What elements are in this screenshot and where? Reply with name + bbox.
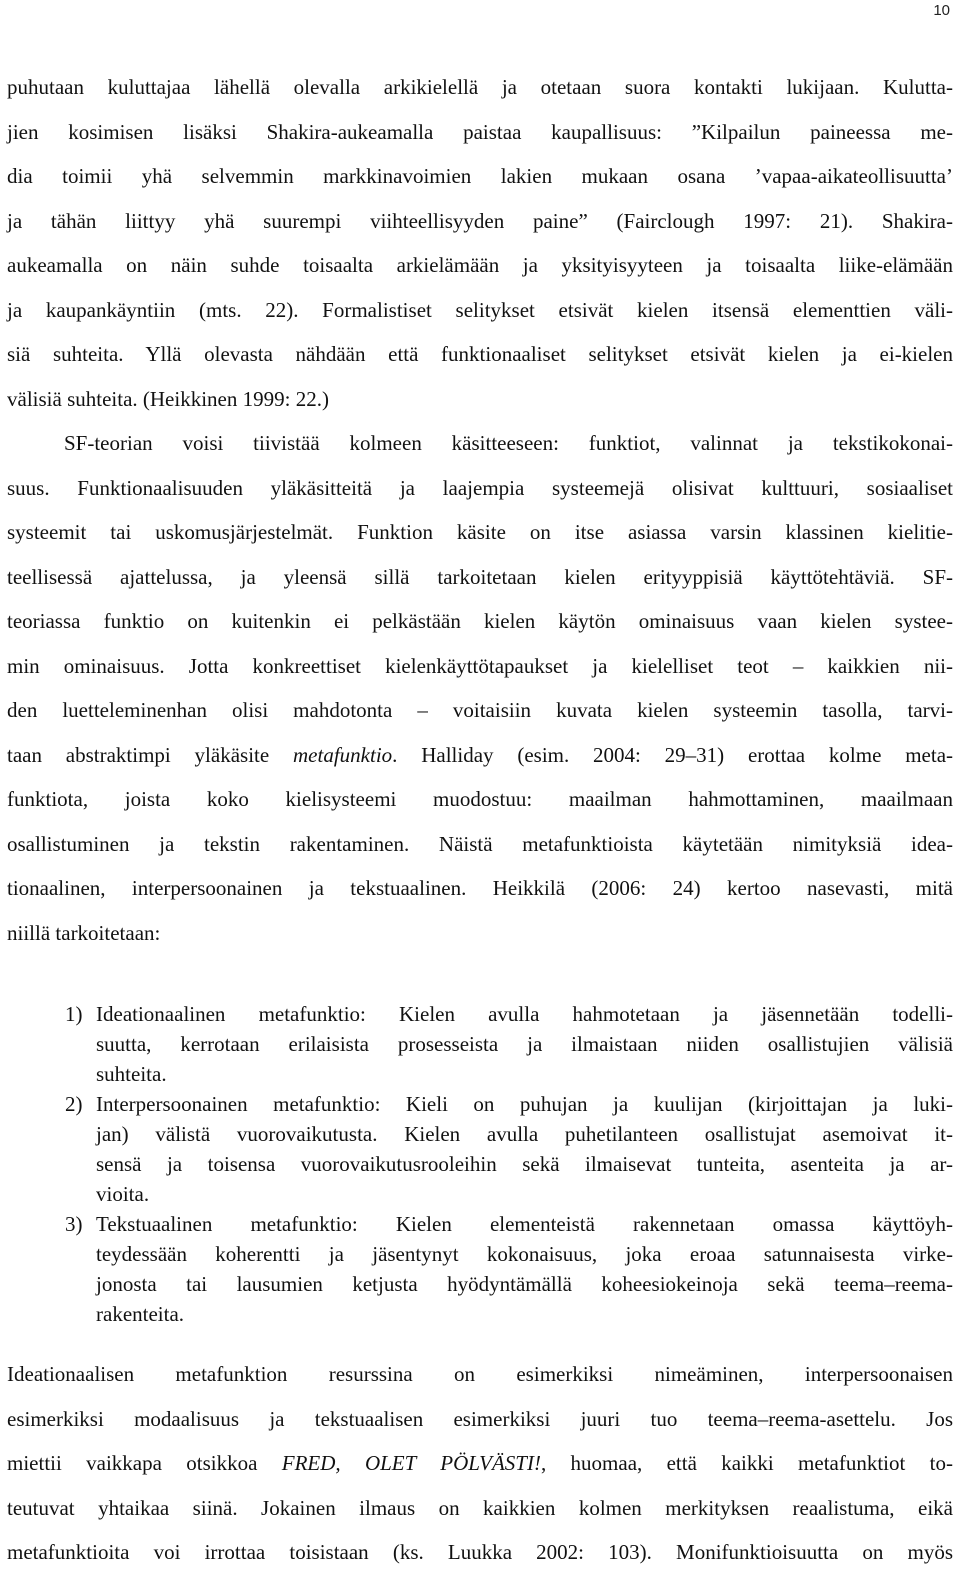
- list-line: rakenteita.: [96, 1302, 185, 1326]
- paragraph-line: funktiota, joista koko kielisysteemi muodostuu: maailman hahmottaminen, maailmaan: [7, 787, 953, 811]
- list-number: 1): [65, 1002, 83, 1026]
- paragraph-line: systeemit tai uskomusjärjestelmät. Funktion käsite on itse asiassa varsin klassinen kielitie-: [7, 520, 953, 544]
- list-line: vioita.: [96, 1182, 150, 1206]
- paragraph-line: suus. Funktionaalisuuden yläkäsitteitä ja laajempia systeemejä olisivat kulttuuri, sosiaaliset: [7, 475, 953, 500]
- list-line: Ideationaalinen metafunktio: Kielen avulla hahmotetaan ja jäsennetään todelli-: [96, 1002, 953, 1026]
- list-line: suhteita.: [96, 1062, 167, 1086]
- list-line: sensä ja toisensa vuorovaikutusrooleihin sekä ilmaisevat tunteita, asenteita ja ar-: [96, 1152, 953, 1176]
- paragraph-line: [7, 1441, 953, 1486]
- list-number: 2): [65, 1092, 83, 1116]
- list-item: [7, 999, 953, 1089]
- paragraph-line: Ideationaalisen metafunktion resurssina on esimerkiksi nimeäminen, interpersoonaisen: [7, 1362, 953, 1386]
- paragraph-line: niillä tarkoitetaan:: [7, 920, 161, 945]
- paragraph-line: välisiä suhteita. (Heikkinen 1999: 22.): [7, 386, 329, 411]
- paragraph-line: [7, 733, 953, 778]
- italic-headline: FRED, OLET PÖLVÄSTI!: [281, 1451, 541, 1475]
- text-run: miettii vaikkapa otsikkoa: [7, 1451, 282, 1475]
- paragraph-line: jien kosimisen lisäksi Shakira-aukeamalla paistaa kaupallisuus: ”Kilpailun paineessa me-: [7, 119, 953, 144]
- main-text: [7, 65, 953, 955]
- list-item: [7, 1209, 953, 1329]
- paragraph-line: siä suhteita. Yllä olevasta nähdään että funktionaaliset selitykset etsivät kielen ja ei-kielen: [7, 342, 953, 366]
- list-number: 3): [65, 1212, 83, 1236]
- text-run: , huomaa, että kaikki metafunktiot to-: [540, 1451, 953, 1475]
- text-run: taan abstraktimpi yläkäsite: [7, 742, 294, 767]
- page-number: 10: [933, 2, 950, 19]
- paragraph-line: teoriassa funktio on kuitenkin ei pelkästään kielen käytön ominaisuus vaan kielen systee-: [7, 609, 953, 633]
- list-line: jonosta tai lausumien ketjusta hyödyntämällä koheesiokeinoja sekä teema–reema-: [96, 1272, 953, 1296]
- paragraph-line: puhutaan kuluttajaa lähellä olevalla arkikielellä ja otetaan suora kontakti lukijaan. Kulutta-: [7, 75, 953, 99]
- paragraph-line: den luetteleminenhan olisi mahdotonta – voitaisiin kuvata kielen systeemin tasolla, tarvi-: [7, 698, 953, 722]
- paragraph-line: min ominaisuus. Jotta konkreettiset kielenkäyttötapaukset ja kielelliset teot – kaikkien nii-: [7, 653, 953, 678]
- paragraph-line: osallistuminen ja tekstin rakentaminen. Näistä metafunktioista käytetään nimityksiä idea-: [7, 831, 953, 856]
- paragraph-line: dia toimii yhä selvemmin markkinavoimien lakien mukaan osana ’vapaa-aikateollisuutta’: [7, 164, 953, 188]
- paragraph-line: aukeamalla on näin suhde toisaalta arkielämään ja yksityisyyteen ja toisaalta liike-elämään: [7, 253, 953, 277]
- paragraph-line: esimerkiksi modaalisuus ja tekstuaalisen esimerkiksi juuri tuo teema–reema-asettelu. Jos: [7, 1406, 953, 1431]
- text-run: . Halliday (esim. 2004: 29–31) erottaa kolme meta-: [392, 742, 954, 767]
- paragraph-line: teutuvat yhtaikaa siinä. Jokainen ilmaus on kaikkien kolmen merkityksen reaalistuma, eikä: [7, 1495, 953, 1520]
- paragraph-line: tionaalinen, interpersoonainen ja tekstuaalinen. Heikkilä (2006: 24) kertoo nasevasti, mitä: [7, 876, 953, 900]
- paragraph-line: teellisessä ajattelussa, ja yleensä sillä tarkoitetaan kielen erityyppisiä käyttötehtäviä. SF-: [7, 564, 953, 589]
- list-line: teydessään koherentti ja jäsentynyt kokonaisuus, joka eroaa satunnaisesta virke-: [96, 1242, 953, 1266]
- list-line: Interpersoonainen metafunktio: Kieli on puhujan ja kuulijan (kirjoittajan ja luki-: [96, 1092, 953, 1116]
- list-line: suutta, kerrotaan erilaisista prosesseista ja ilmaistaan niiden osallistujien välisiä: [96, 1032, 953, 1056]
- paragraph-line: SF-teorian voisi tiivistää kolmeen käsitteeseen: funktiot, valinnat ja tekstikokonai-: [64, 431, 953, 455]
- metafunction-list: [7, 999, 953, 1329]
- italic-term: metafunktio: [293, 742, 393, 767]
- paragraph-line: metafunktioita voi irrottaa toisistaan (ks. Luukka 2002: 103). Monifunktioisuutta on myös: [7, 1540, 953, 1564]
- list-line: jan) välistä vuorovaikutusta. Kielen avulla puhetilanteen osallistujat asemoivat it-: [96, 1122, 953, 1146]
- closing-paragraph: [7, 1352, 953, 1575]
- list-item: [7, 1089, 953, 1209]
- paragraph-line: ja tähän liittyy yhä suurempi viihteellisyyden paine” (Fairclough 1997: 21). Shakira-: [7, 208, 953, 233]
- paragraph-line: ja kaupankäyntiin (mts. 22). Formalistiset selitykset etsivät kielen itsensä elementtien väli-: [7, 297, 953, 322]
- list-line: Tekstuaalinen metafunktio: Kielen elementeistä rakennetaan omassa käyttöyh-: [96, 1212, 953, 1236]
